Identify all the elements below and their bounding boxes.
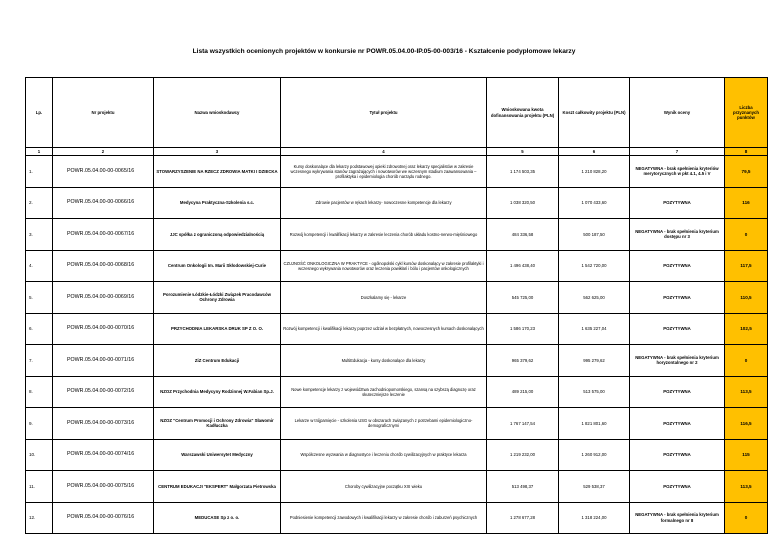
cell-evaluation-result: POZYTYWNA	[630, 187, 725, 219]
cell-evaluation-result: POZYTYWNA	[630, 439, 725, 471]
column-number: 1	[26, 148, 53, 156]
table-row	[26, 187, 768, 219]
table-row	[26, 156, 768, 188]
table-row	[26, 250, 768, 282]
cell-project-number: POWR.05.04.00-00-0067/16	[53, 219, 154, 251]
cell-project-title: Rozwój kompetencji i kwalifikacji lekarzy w zakresie leczenia chorób układu kostno-nerwo-mięśniowego	[281, 219, 487, 251]
cell-points: 117,5	[725, 250, 768, 282]
cell-total-cost: 995 279,62	[559, 345, 630, 377]
cell-lp: 1.	[26, 156, 53, 188]
cell-requested-amount: 484 336,58	[487, 219, 559, 251]
cell-project-number: POWR.05.04.00-00-0071/16	[53, 345, 154, 377]
column-number: 6	[559, 148, 630, 156]
header-row	[26, 78, 768, 148]
cell-requested-amount: 545 725,00	[487, 282, 559, 314]
cell-points: 102,5	[725, 313, 768, 345]
cell-project-number: POWR.05.04.00-00-0066/16	[53, 187, 154, 219]
cell-project-title: Choroby cywilizacyjne początku XXI wieku	[281, 471, 487, 503]
cell-evaluation-result: POZYTYWNA	[630, 408, 725, 440]
cell-requested-amount: 489 215,00	[487, 376, 559, 408]
cell-points: 0	[725, 219, 768, 251]
cell-points: 79,5	[725, 156, 768, 188]
cell-total-cost: 529 538,37	[559, 471, 630, 503]
cell-total-cost: 1 070 433,60	[559, 187, 630, 219]
cell-applicant: Centrum Onkologii Im. Marii Skłodowskiej-Curie	[154, 250, 281, 282]
cell-requested-amount: 513 498,37	[487, 471, 559, 503]
table-row	[26, 471, 768, 503]
cell-requested-amount: 1 278 677,28	[487, 502, 559, 534]
column-number: 4	[281, 148, 487, 156]
cell-evaluation-result: NEGATYWNA - brak spełnienia kryterium horyzontalnego nr 2	[630, 345, 725, 377]
cell-lp: 7.	[26, 345, 53, 377]
header-tytul: Tytuł projektu	[281, 78, 487, 148]
cell-total-cost: 500 187,50	[559, 219, 630, 251]
cell-project-number: POWR.05.04.00-00-0068/16	[53, 250, 154, 282]
projects-table	[25, 77, 768, 534]
header-wynik: Wynik oceny	[630, 78, 725, 148]
cell-lp: 5.	[26, 282, 53, 314]
header-punkty: Liczba przyznanych punktów	[725, 78, 768, 148]
cell-applicant: MEDUCASE Sp z o. o.	[154, 502, 281, 534]
cell-project-title: Zdrowie pacjentów w rękach lekarzy- nowoczesne kompetencje dla lekarzy	[281, 187, 487, 219]
column-number: 3	[154, 148, 281, 156]
table-row	[26, 408, 768, 440]
cell-total-cost: 562 625,00	[559, 282, 630, 314]
cell-lp: 4.	[26, 250, 53, 282]
cell-applicant: STOWARZYSZENIE NA RZECZ ZDROWIA MATKI I DZIECKA	[154, 156, 281, 188]
cell-applicant: Medycyna Praktyczna-Szkolenia s.c.	[154, 187, 281, 219]
cell-evaluation-result: POZYTYWNA	[630, 282, 725, 314]
cell-project-title: MultiEdukacja - kursy doskonalące dla lekarzy	[281, 345, 487, 377]
cell-evaluation-result: POZYTYWNA	[630, 250, 725, 282]
cell-points: 115	[725, 439, 768, 471]
cell-total-cost: 1 318 224,00	[559, 502, 630, 534]
cell-project-title: Współczesne wyzwania w diagnostyce i leczeniu chorób cywilizacyjnych w praktyce lekarza	[281, 439, 487, 471]
cell-evaluation-result: NEGATYWNA - brak spełnienia kryterium formalnego nr 8	[630, 502, 725, 534]
cell-project-title: Podniesienie kompetencji zawodowych i kwalifikacji lekarzy w zakresie chorób i zaburzeń psychicznych	[281, 502, 487, 534]
cell-lp: 10.	[26, 439, 53, 471]
cell-requested-amount: 1 586 170,23	[487, 313, 559, 345]
cell-applicant: Warszawski Uniwersytet Medyczny	[154, 439, 281, 471]
cell-evaluation-result: NEGATYWNA - brak spełnienia kryteriów merytorycznych w pkt 4.1, 4.5 i V	[630, 156, 725, 188]
cell-project-title: Lekarze w trójpamięcie - szkolenia USG w obszarach związanych z potrzebami epidemiologiczno-demograficznymi	[281, 408, 487, 440]
cell-evaluation-result: NEGATYWNA - brak spełnienia kryterium dostępu nr 3	[630, 219, 725, 251]
cell-requested-amount: 1 038 320,50	[487, 187, 559, 219]
cell-applicant: NZOZ "Centrum Promocji i Ochrony Zdrowia" Sławomir Kadłuczka	[154, 408, 281, 440]
cell-project-number: POWR.05.04.00-00-0073/16	[53, 408, 154, 440]
table-row	[26, 282, 768, 314]
cell-project-title: CZUJNOŚĆ ONKOLOGICZNA W PRAKTYCE - ogólnopolski cykl kursów doskonalący w zakresie profilaktyki i wczesnego wykrywania nowotworów oraz leczenia powikłań i bólu i pacjentów onkologicznych	[281, 250, 487, 282]
cell-requested-amount: 965 379,62	[487, 345, 559, 377]
column-number-row	[26, 148, 768, 156]
cell-requested-amount: 1 496 438,40	[487, 250, 559, 282]
cell-total-cost: 513 575,00	[559, 376, 630, 408]
cell-evaluation-result: POZYTYWNA	[630, 471, 725, 503]
cell-requested-amount: 1 174 503,35	[487, 156, 559, 188]
cell-applicant: ZiZ Centrum Edukacji	[154, 345, 281, 377]
cell-project-number: POWR.05.04.00-00-0075/16	[53, 471, 154, 503]
cell-project-title: Rozwój kompetencji i kwalifikacji lekarzy poprzez udział w bezpłatnych, nowoczesnych kursach doskonalących	[281, 313, 487, 345]
header-kwota: Wnioskowana kwota dofinansowania projektu (PLN)	[487, 78, 559, 148]
cell-lp: 11.	[26, 471, 53, 503]
cell-points: 116,5	[725, 408, 768, 440]
cell-points: 116	[725, 187, 768, 219]
header-wnioskodawca: Nazwa wnioskodawcy	[154, 78, 281, 148]
cell-total-cost: 1 821 801,60	[559, 408, 630, 440]
cell-total-cost: 1 542 720,00	[559, 250, 630, 282]
column-number: 2	[53, 148, 154, 156]
cell-applicant: CENTRUM EDUKACJI "EKSPERT" Małgorzata Pietrowska	[154, 471, 281, 503]
table-row	[26, 376, 768, 408]
cell-lp: 9.	[26, 408, 53, 440]
cell-total-cost: 1 260 912,00	[559, 439, 630, 471]
cell-lp: 8.	[26, 376, 53, 408]
table-row	[26, 502, 768, 534]
cell-lp: 6.	[26, 313, 53, 345]
table-row	[26, 439, 768, 471]
cell-points: 110,5	[725, 282, 768, 314]
header-lp: Lp.	[26, 78, 53, 148]
cell-evaluation-result: POZYTYWNA	[630, 376, 725, 408]
cell-points: 0	[725, 502, 768, 534]
column-number: 7	[630, 148, 725, 156]
table-row	[26, 219, 768, 251]
cell-applicant: JJC spółka z ograniczoną odpowiedzialnością	[154, 219, 281, 251]
cell-lp: 3.	[26, 219, 53, 251]
cell-project-number: POWR.05.04.00-00-0065/16	[53, 156, 154, 188]
cell-applicant: NZOZ Przychodnia Medycyny Rodzinnej W.Fabian Sp.J.	[154, 376, 281, 408]
cell-requested-amount: 1 767 147,54	[487, 408, 559, 440]
cell-project-number: POWR.05.04.00-00-0076/16	[53, 502, 154, 534]
header-nr: Nr projektu	[53, 78, 154, 148]
cell-lp: 12.	[26, 502, 53, 534]
cell-project-number: POWR.05.04.00-00-0072/16	[53, 376, 154, 408]
cell-points: 113,5	[725, 376, 768, 408]
cell-project-number: POWR.05.04.00-00-0070/16	[53, 313, 154, 345]
cell-points: 0	[725, 345, 768, 377]
cell-evaluation-result: POZYTYWNA	[630, 313, 725, 345]
cell-total-cost: 1 210 828,20	[559, 156, 630, 188]
cell-project-title: Nowe kompetencje lekarzy z województwa zachodniopomorskiego, szansą na szybszą diagnozę oraz skuteczniejsze leczenie	[281, 376, 487, 408]
cell-project-number: POWR.05.04.00-00-0074/16	[53, 439, 154, 471]
table-row	[26, 313, 768, 345]
cell-applicant: PRZYCHODNIA LEKARSKA DRUK SP Z O. O.	[154, 313, 281, 345]
column-number: 5	[487, 148, 559, 156]
table-row	[26, 345, 768, 377]
document-title: Lista wszystkich ocenionych projektów w konkursie nr POWR.05.04.00-IP.05-00-003/16 - Kształcenie podyplomowe lekarzy	[192, 48, 576, 55]
column-number: 8	[725, 148, 768, 156]
cell-project-title: Kursy doskonalące dla lekarzy podstawowej opieki zdrowotnej oraz lekarzy specjalistów w zakresie wczesnego wykrywania stanów zagrażających i nowotworów we wczesnym stadium zaawansowania – profilaktyka i epidemiologia chorób narządu rodnego.	[281, 156, 487, 188]
cell-total-cost: 1 635 227,04	[559, 313, 630, 345]
cell-project-number: POWR.05.04.00-00-0069/16	[53, 282, 154, 314]
header-koszt: Koszt całkowity projektu (PLN)	[559, 78, 630, 148]
cell-points: 113,5	[725, 471, 768, 503]
cell-project-title: Doszkalamy się - lekarze	[281, 282, 487, 314]
cell-lp: 2.	[26, 187, 53, 219]
cell-requested-amount: 1 219 232,00	[487, 439, 559, 471]
cell-applicant: Porozumienie Łódzkie-Łódzki Związek Pracodawców Ochrony Zdrowia	[154, 282, 281, 314]
